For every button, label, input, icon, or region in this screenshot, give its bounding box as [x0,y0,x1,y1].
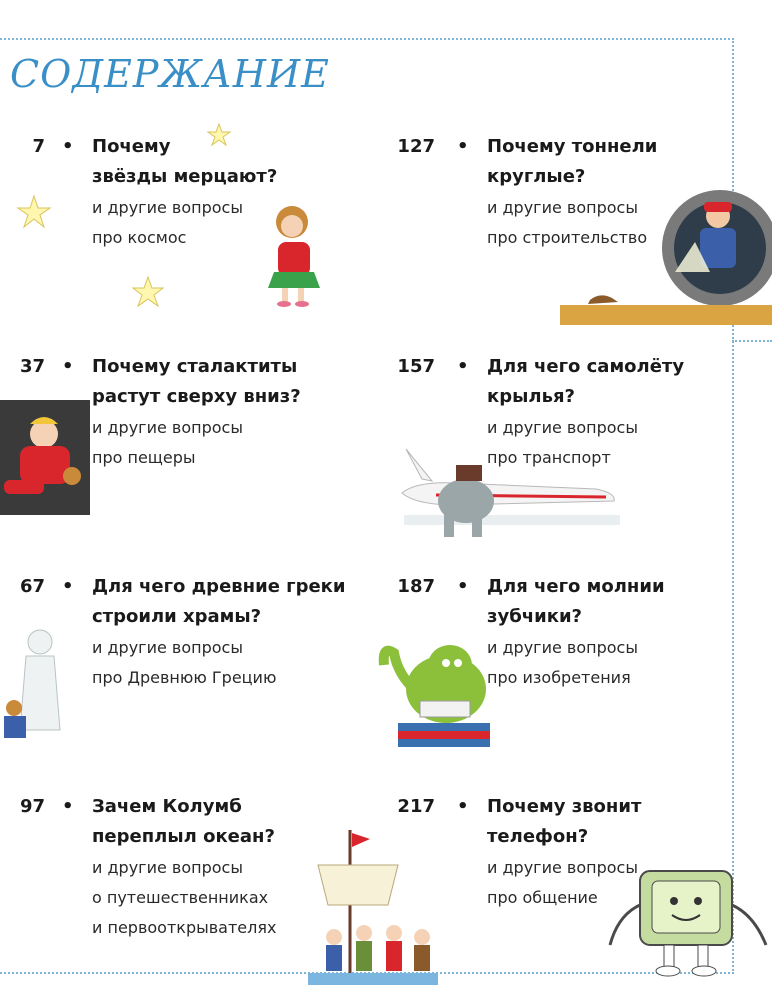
question-title: Почему звонит телефон? [487,796,642,847]
greek-statue-illustration [0,620,70,745]
question-subtitle: и другие вопросы про пещеры [92,418,243,467]
question-title: Почему сталактиты растут сверху вниз? [92,356,301,407]
question-subtitle: и другие вопросы про Древнюю Грецию [92,638,277,687]
question-subtitle: и другие вопросы о путешественниках и первооткрывателях [92,858,277,937]
question-subtitle: и другие вопросы про транспорт [487,418,638,467]
page-number: 37 [19,356,45,377]
bullet: • [457,356,469,377]
bullet: • [457,576,469,597]
page-number: 7 [32,136,45,157]
girl-illustration [262,200,328,312]
page-number: 97 [19,796,45,817]
frame-divider [732,340,772,344]
bullet: • [457,796,469,817]
star-icon [12,190,56,234]
star-icon [204,120,234,150]
bullet: • [62,796,74,817]
dinosaur-illustration [376,635,506,755]
page-number: 187 [397,576,435,597]
question-title: Для чего молнии зубчики? [487,576,665,627]
star-icon [128,272,168,312]
miner-illustration [560,180,772,325]
airplane-elephant-illustration [396,445,620,545]
page-number: 157 [397,356,435,377]
question-subtitle: и другие вопросы про общение [487,858,638,907]
caver-illustration [0,400,90,515]
bullet: • [62,136,74,157]
question-title: Почему звёзды мерцают? [92,136,278,187]
question-title: Почему тоннели круглые? [487,136,658,187]
question-title: Для чего древние греки строили храмы? [92,576,346,627]
page-title: СОДЕРЖАНИЕ [10,52,330,96]
computer-monitor-illustration [600,865,772,980]
question-title: Для чего самолёту крылья? [487,356,685,407]
question-subtitle: и другие вопросы про изобретения [487,638,638,687]
bullet: • [62,356,74,377]
bullet: • [62,576,74,597]
page-number: 127 [397,136,435,157]
page-number: 67 [19,576,45,597]
question-subtitle: и другие вопросы про космос [92,198,243,247]
explorers-ship-illustration [298,825,448,990]
page-number: 217 [397,796,435,817]
question-title: Зачем Колумб переплыл океан? [92,796,275,847]
bullet: • [457,136,469,157]
question-subtitle: и другие вопросы про строительство [487,198,648,247]
